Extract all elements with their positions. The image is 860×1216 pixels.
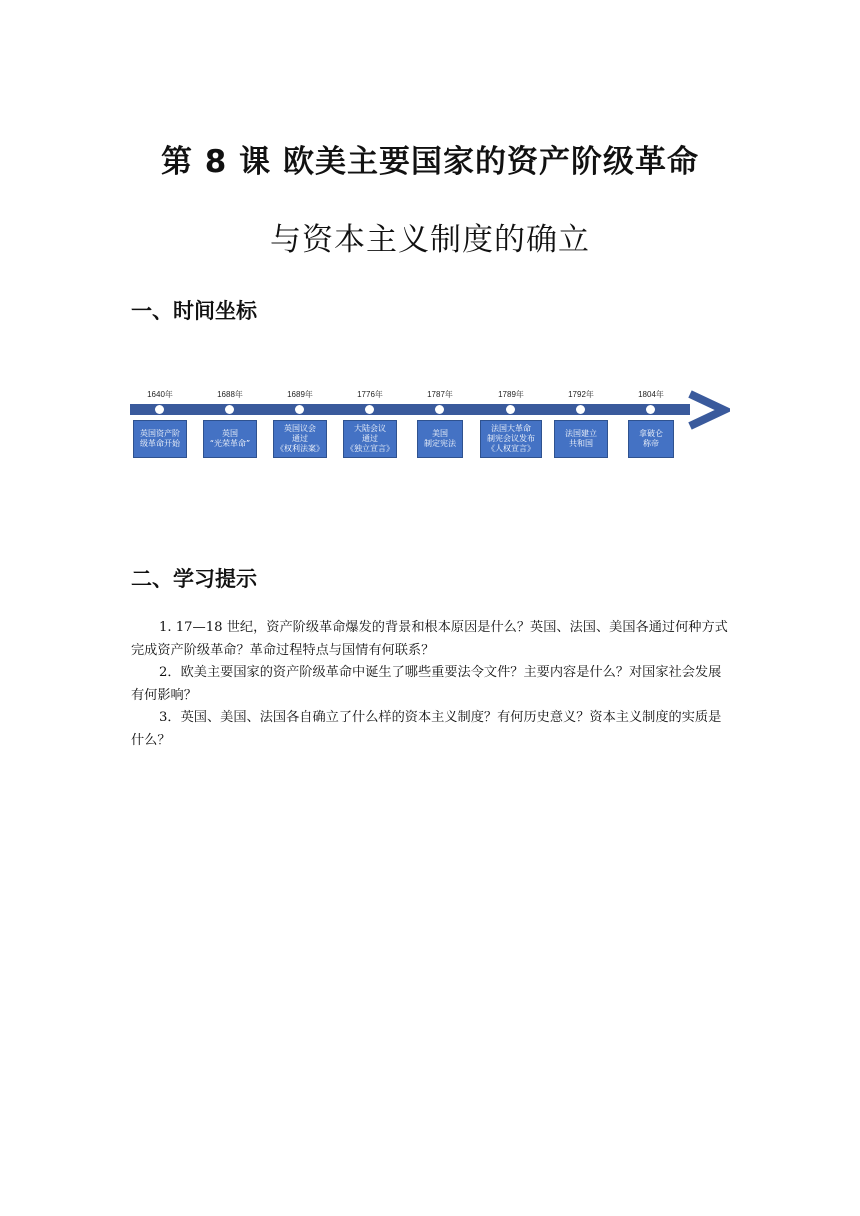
timeline-event-box-1792: 法国建立 共和国 <box>554 420 608 458</box>
timeline-year-1689: 1689年 <box>287 390 313 399</box>
timeline-dot <box>435 405 444 414</box>
timeline-event-box-1789: 法国大革命 制宪会议发布 《人权宣言》 <box>480 420 542 458</box>
timeline <box>0 380 860 480</box>
timeline-year-1787: 1787年 <box>427 390 453 399</box>
timeline-year-1789: 1789年 <box>498 390 524 399</box>
tip-paragraph-1: 1. 17—18 世纪，资产阶级革命爆发的背景和根本原因是什么？英国、法国、美国各通过何种方式完成资产阶级革命？革命过程特点与国情有何联系？ <box>131 620 728 658</box>
tip-paragraph-2: 2．欧美主要国家的资产阶级革命中诞生了哪些重要法令文件？主要内容是什么？对国家社会发展有何影响？ <box>131 665 722 703</box>
timeline-year-1640: 1640年 <box>147 390 173 399</box>
timeline-dot <box>225 405 234 414</box>
section-heading-timeline: 一、时间坐标 <box>131 299 257 323</box>
timeline-event-box-1688: 英国 “光荣革命” <box>203 420 257 458</box>
timeline-event-box-1804: 拿破仑 称帝 <box>628 420 674 458</box>
page-title-line-2: 与资本主义制度的确立 <box>270 222 590 258</box>
timeline-event-box-1689: 英国议会 通过 《权利法案》 <box>273 420 327 458</box>
timeline-event-box-1640: 英国资产阶 级革命开始 <box>133 420 187 458</box>
section-heading-tips: 二、学习提示 <box>131 567 257 591</box>
timeline-dot <box>295 405 304 414</box>
tip-paragraph-3: 3．英国、美国、法国各自确立了什么样的资本主义制度？有何历史意义？资本主义制度的实质是什么？ <box>131 710 722 748</box>
timeline-dot <box>646 405 655 414</box>
timeline-year-1804: 1804年 <box>638 390 664 399</box>
timeline-event-box-1776: 大陆会议 通过 《独立宣言》 <box>343 420 397 458</box>
timeline-year-1688: 1688年 <box>217 390 243 399</box>
timeline-year-1792: 1792年 <box>568 390 594 399</box>
timeline-dot <box>365 405 374 414</box>
timeline-bar <box>130 404 690 415</box>
timeline-dot <box>506 405 515 414</box>
timeline-arrowhead-icon <box>684 390 730 430</box>
timeline-event-box-1787: 美国 制定宪法 <box>417 420 463 458</box>
timeline-year-1776: 1776年 <box>357 390 383 399</box>
page-title-line-1: 第 8 课 欧美主要国家的资产阶级革命 <box>161 144 699 180</box>
timeline-dot <box>576 405 585 414</box>
timeline-dot <box>155 405 164 414</box>
